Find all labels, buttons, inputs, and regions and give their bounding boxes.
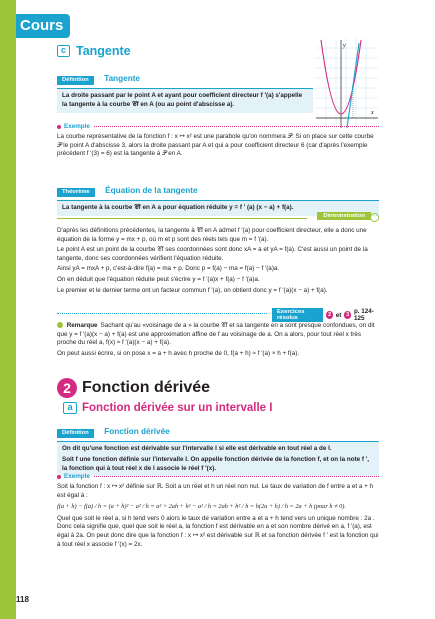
demonstration-bar [57, 212, 379, 224]
example-intro: Soit la fonction f : x ↦ x² définie sur ℝ. Soit a un réel et h un réel non nul. Le taux de variation de f entre a et a + h est égal à : [57, 483, 374, 499]
remark-text-2: On peut aussi écrire, si on pose x = a + h avec h proche de 0, f(a + h) ≈ f ′(a) × h + f(a). [57, 349, 300, 357]
demonstration-body [57, 227, 379, 295]
definition-word: Fonction dérivée [104, 427, 170, 436]
page-number: 118 [16, 595, 29, 604]
example-formula: f(a + h) − f(a) / h = (a + h)² − a² / h = a² + 2ah + h² − a² / h = 2ah + h² / h = h(2a + h) / h = 2a + h (pour h ≠ 0). [57, 503, 346, 511]
definition-tangente [57, 68, 313, 113]
definition-paragraph-2: Soit f une fonction définie sur l'intervalle I. On appelle fonction dérivée de la fonction f, et on la note f ′, la fonction qui à tout réel x de I associe le réel f ′(x). [62, 455, 370, 472]
theorem-text: La tangente à la courbe 𝒞f en A a pour équation réduite y = f ′ (a) (x − a) + f(a). [57, 200, 379, 216]
example-rule [94, 126, 379, 127]
section-2-header [57, 378, 210, 398]
demo-paragraph-4: On en déduit que l'équation réduite peut s'écrire y = f ′(a)x + f(a) − f ′(a)a. [57, 275, 260, 283]
side-color-band [0, 0, 16, 619]
section-title: Tangente [76, 44, 131, 58]
example-bullet [57, 125, 61, 129]
remark-text: Sachant qu'au «voisinage de a » la courbe 𝒞f et sa tangente en a sont presque confondues, on dit que y = f ′(a)(x − a) + f(a) est une approximation affine de f au voisinage de a. On a alors, pour tout réel x très proche du réel a, f(x) ≈ f ′(a)(x − a) + f(a). [57, 322, 375, 347]
theorem-block [57, 180, 379, 216]
subsection-title: Fonction dérivée sur un intervalle I [82, 402, 273, 414]
exercises-link[interactable]: Exercices résolus [272, 308, 323, 322]
example-tangente [57, 123, 379, 159]
exercise-number-1[interactable]: 2 [327, 312, 331, 318]
remark-icon [57, 322, 63, 328]
y-axis-label: y [343, 43, 346, 49]
graph-grid [316, 38, 378, 128]
definition-body [57, 441, 379, 476]
parabola-tangent-graph [316, 38, 378, 128]
demonstration-icon [370, 213, 379, 222]
section-number: 2 [57, 378, 77, 398]
definition-tag: Définition [57, 429, 94, 438]
section-c-header [57, 44, 131, 58]
exercises-pages: p. 124-125 [353, 308, 374, 322]
theorem-word: Équation de la tangente [105, 186, 198, 195]
example-bullet [57, 475, 61, 479]
demo-paragraph-2: Le point A est un point de la courbe 𝒞f ses coordonnées sont donc xA = a et yA = f(a). C'est aussi un point de la tangente, donc ses coordonnées vérifient l'équation réduite. [57, 246, 368, 262]
remark-block [57, 322, 379, 358]
example-rule [94, 476, 379, 477]
demo-paragraph-1: D'après les définitions précédentes, la tangente à 𝒞f en A admet f ′(a) pour coefficient directeur, elle a donc une équation de la forme y = mx + p, où m et p sont des réels tels que m = f ′(a). [57, 227, 367, 243]
theorem-tag: Théorème [57, 188, 95, 197]
demo-paragraph-3: Ainsi yA = mxA + p, c'est-à-dire f(a) = ma + p. Donc p = f(a) − ma = f(a) − f ′(a)a. [57, 265, 280, 273]
definition-word: Tangente [104, 74, 140, 83]
exercises-line [57, 308, 379, 320]
example-conclusion: Quel que soit le réel a, si h tend vers 0 alors le taux de variation entre a et a + h tend vers un unique nombre : 2a . Donc cela signifie que, quel que soit le réel a, la fonction f est dérivable en a et son nombre dérivé en a, f ′(a), est égal à 2a. On peut donc dire que la fonction f : x ↦ x² est dérivable sur ℝ et sa fonction dérivée f ′ est la fonction qui à tout réel x associe f ′(x) = 2x. [57, 514, 379, 548]
section-letter: c [57, 45, 70, 57]
exercises-et: et [335, 311, 342, 319]
subsection-a-header [63, 402, 272, 414]
definition-text: La droite passant par le point A et ayant pour coefficient directeur f ′(a) s'appelle la tangente à la courbe 𝒞f en A (ou au point d'abscisse a). [57, 88, 313, 113]
definition-fonction-derivee [57, 421, 379, 476]
example-text: La courbe représentative de la fonction f : x ↦ x² est une parabole qu'on nommera 𝒫. Si on place sur cette courbe 𝒫 le point A d'abscisse 3, alors la droite passant par A et qui a pour coefficient directeur 6 (car d'après l'exemple précédent f ′(3) = 6) est la tangente à 𝒫 en A. [57, 133, 374, 158]
definition-paragraph-1: On dit qu'une fonction est dérivable sur l'intervalle I si elle est dérivable en tout réel a de I. [62, 445, 332, 452]
demonstration-label: Démonstration [317, 212, 371, 220]
cours-tab: Cours [16, 14, 70, 38]
section-2-title: Fonction dérivée [82, 379, 211, 396]
definition-tag: Définition [57, 76, 94, 85]
example-derivee [57, 473, 379, 549]
x-axis-label: x [371, 110, 374, 116]
demo-paragraph-5: Le premier et le dernier terme ont un facteur commun f ′(a), on obtient donc y = f ′(a)(x − a) + f(a). [57, 286, 328, 294]
remark-label: Remarque [66, 322, 98, 329]
exercise-number-2[interactable]: 3 [346, 312, 350, 318]
example-label: Exemple [64, 123, 90, 130]
example-label: Exemple [64, 473, 90, 480]
subsection-letter: a [63, 402, 77, 414]
